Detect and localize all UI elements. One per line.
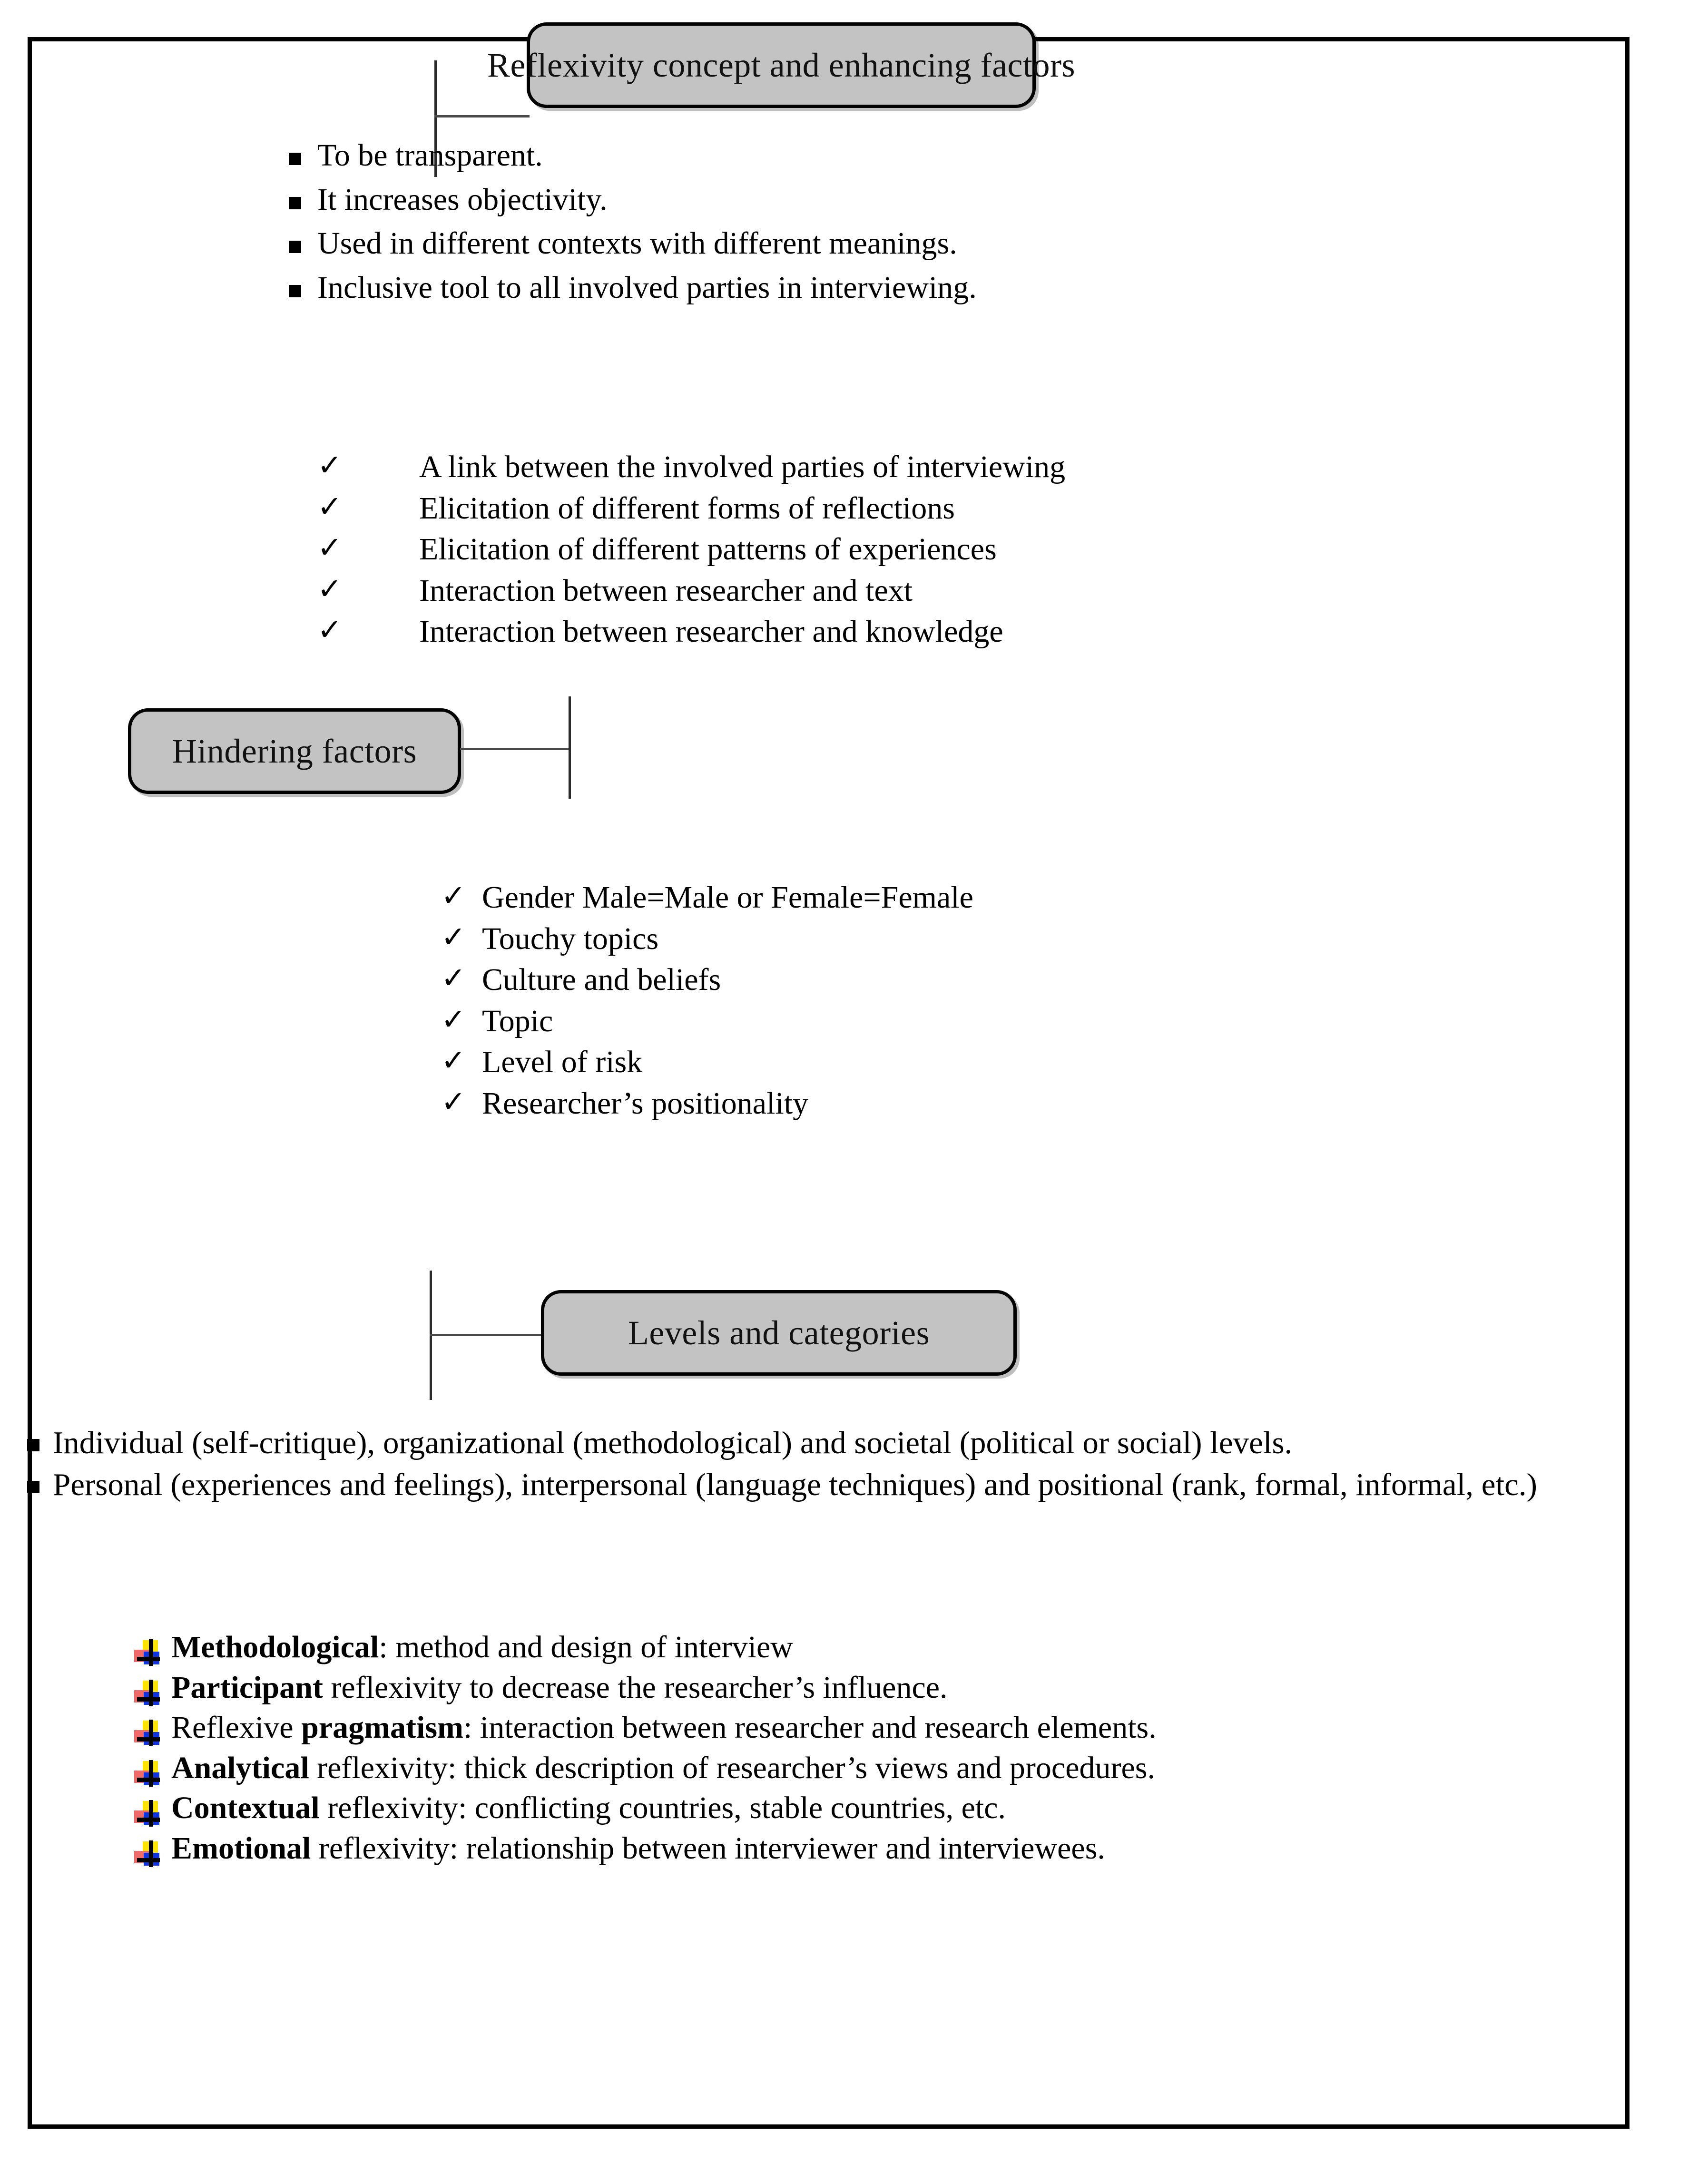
- levels-arrow-list-block: [134, 1628, 1590, 1869]
- list-item: [289, 269, 1526, 307]
- list-item-label: Elicitation of different forms of reflections: [419, 490, 955, 526]
- list-item: [134, 1749, 1590, 1788]
- arrow-item-rest: reflexivity: relationship between interviewer and interviewees.: [311, 1830, 1105, 1866]
- list-item-label: Researcher’s positionality: [482, 1086, 809, 1121]
- arrow-item-bold: Analytical: [171, 1750, 309, 1785]
- list-item: [441, 961, 1630, 999]
- square-bullet-icon: [27, 1439, 39, 1451]
- list-item: [289, 225, 1526, 263]
- list-item-label: Inclusive tool to all involved parties in interviewing.: [317, 270, 977, 305]
- arrow-bullet-icon: [134, 1840, 161, 1867]
- list-item-label: Touchy topics: [482, 921, 659, 956]
- list-item-label: Used in different contexts with different meanings.: [317, 226, 957, 261]
- list-item: [27, 1465, 1592, 1505]
- list-item-label: [171, 1628, 793, 1667]
- list-item-label: Elicitation of different patterns of experiences: [419, 532, 997, 567]
- list-item: [289, 181, 1526, 219]
- arrow-item-rest: reflexivity: conflicting countries, stable countries, etc.: [319, 1790, 1006, 1825]
- check-icon: ✓: [441, 1086, 466, 1118]
- list-item: [441, 1043, 1630, 1082]
- list-item: [441, 879, 1630, 917]
- square-bullet-icon: [289, 285, 301, 297]
- arrow-bullet-icon: [134, 1639, 161, 1666]
- list-item-label: To be transparent.: [317, 138, 543, 173]
- box-hindering-label: Hindering factors: [172, 732, 417, 770]
- hindering-check-list-block: [441, 879, 1630, 1125]
- box-levels-categories[interactable]: [541, 1290, 1017, 1376]
- box-reflexivity-concept[interactable]: [487, 22, 1076, 108]
- arrow-item-rest: : interaction between researcher and research elements.: [463, 1710, 1157, 1745]
- list-item: [317, 448, 1602, 487]
- hindering-check-list: [441, 879, 1630, 1123]
- list-item-label: Topic: [482, 1003, 553, 1038]
- connector-horizontal-reflexivity: [434, 115, 530, 117]
- list-item: [289, 137, 1526, 175]
- square-bullet-icon: [27, 1481, 39, 1493]
- connector-vertical-hindering: [569, 696, 571, 799]
- figure-frame: [28, 37, 1629, 2129]
- arrow-item-bold: Participant: [171, 1670, 323, 1705]
- list-item-label: [171, 1789, 1006, 1828]
- list-item: [317, 530, 1602, 569]
- list-item: [317, 613, 1602, 651]
- check-icon: ✓: [317, 490, 342, 523]
- arrow-item-bold: Emotional: [171, 1830, 311, 1866]
- reflexivity-check-list-block: [317, 448, 1602, 654]
- list-item-label: [171, 1829, 1105, 1869]
- list-item: [27, 1423, 1592, 1463]
- levels-arrow-list: [134, 1628, 1590, 1868]
- reflexivity-square-list-block: [289, 137, 1526, 313]
- arrow-item-bold: pragmatism: [301, 1710, 464, 1745]
- arrow-item-rest: reflexivity: thick description of researcher’s views and procedures.: [309, 1750, 1155, 1785]
- arrow-bullet-icon: [134, 1680, 161, 1706]
- check-icon: ✓: [441, 1045, 466, 1077]
- square-bullet-icon: [289, 153, 301, 165]
- check-icon: ✓: [317, 573, 342, 606]
- box-reflexivity-label: Reflexivity concept and enhancing factors: [487, 46, 1076, 84]
- list-item: [134, 1829, 1590, 1869]
- list-item-label: [171, 1708, 1157, 1748]
- list-item: [134, 1668, 1590, 1708]
- list-item: [441, 920, 1630, 959]
- check-icon: ✓: [441, 921, 466, 954]
- connector-horizontal-hindering: [460, 748, 570, 750]
- reflexivity-check-list: [317, 448, 1602, 651]
- box-levels-label: Levels and categories: [628, 1314, 930, 1352]
- list-item-label: Personal (experiences and feelings), interpersonal (language techniques) and positional (rank, formal, informal, etc.): [53, 1467, 1537, 1502]
- list-item-label: Level of risk: [482, 1045, 643, 1080]
- list-item: [134, 1708, 1590, 1748]
- list-item-label: Individual (self-critique), organizational (methodological) and societal (political or social) levels.: [53, 1425, 1293, 1460]
- list-item-label: [171, 1668, 948, 1708]
- arrow-item-bold: Contextual: [171, 1790, 320, 1825]
- levels-square-list: [27, 1423, 1592, 1505]
- arrow-item-bold: Methodological: [171, 1630, 379, 1664]
- check-icon: ✓: [317, 614, 342, 647]
- list-item: [317, 489, 1602, 528]
- arrow-item-lead: Reflexive: [171, 1710, 302, 1745]
- check-icon: ✓: [317, 532, 342, 565]
- list-item-label: Interaction between researcher and text: [419, 573, 913, 608]
- list-item: [441, 1085, 1630, 1123]
- list-item: [317, 572, 1602, 610]
- arrow-bullet-icon: [134, 1800, 161, 1827]
- list-item-label: [171, 1749, 1155, 1788]
- square-bullet-icon: [289, 241, 301, 253]
- levels-square-list-block: [27, 1423, 1592, 1507]
- list-item-label: Gender Male=Male or Female=Female: [482, 880, 973, 915]
- arrow-bullet-icon: [134, 1760, 161, 1787]
- check-icon: ✓: [441, 1003, 466, 1036]
- check-icon: ✓: [441, 962, 466, 995]
- list-item: [134, 1789, 1590, 1828]
- arrow-bullet-icon: [134, 1720, 161, 1746]
- list-item-label: It increases objectivity.: [317, 182, 608, 217]
- check-icon: ✓: [317, 450, 342, 482]
- list-item-label: A link between the involved parties of interviewing: [419, 450, 1066, 484]
- reflexivity-square-list: [289, 137, 1526, 307]
- connector-horizontal-levels: [430, 1334, 543, 1336]
- check-icon: ✓: [441, 880, 466, 912]
- arrow-item-rest: reflexivity to decrease the researcher’s influence.: [323, 1670, 948, 1705]
- box-hindering-factors[interactable]: [128, 708, 461, 794]
- square-bullet-icon: [289, 197, 301, 209]
- list-item-label: Culture and beliefs: [482, 962, 721, 998]
- list-item-label: Interaction between researcher and knowledge: [419, 614, 1003, 649]
- arrow-item-rest: : method and design of interview: [379, 1630, 793, 1664]
- list-item: [441, 1002, 1630, 1041]
- list-item: [134, 1628, 1590, 1667]
